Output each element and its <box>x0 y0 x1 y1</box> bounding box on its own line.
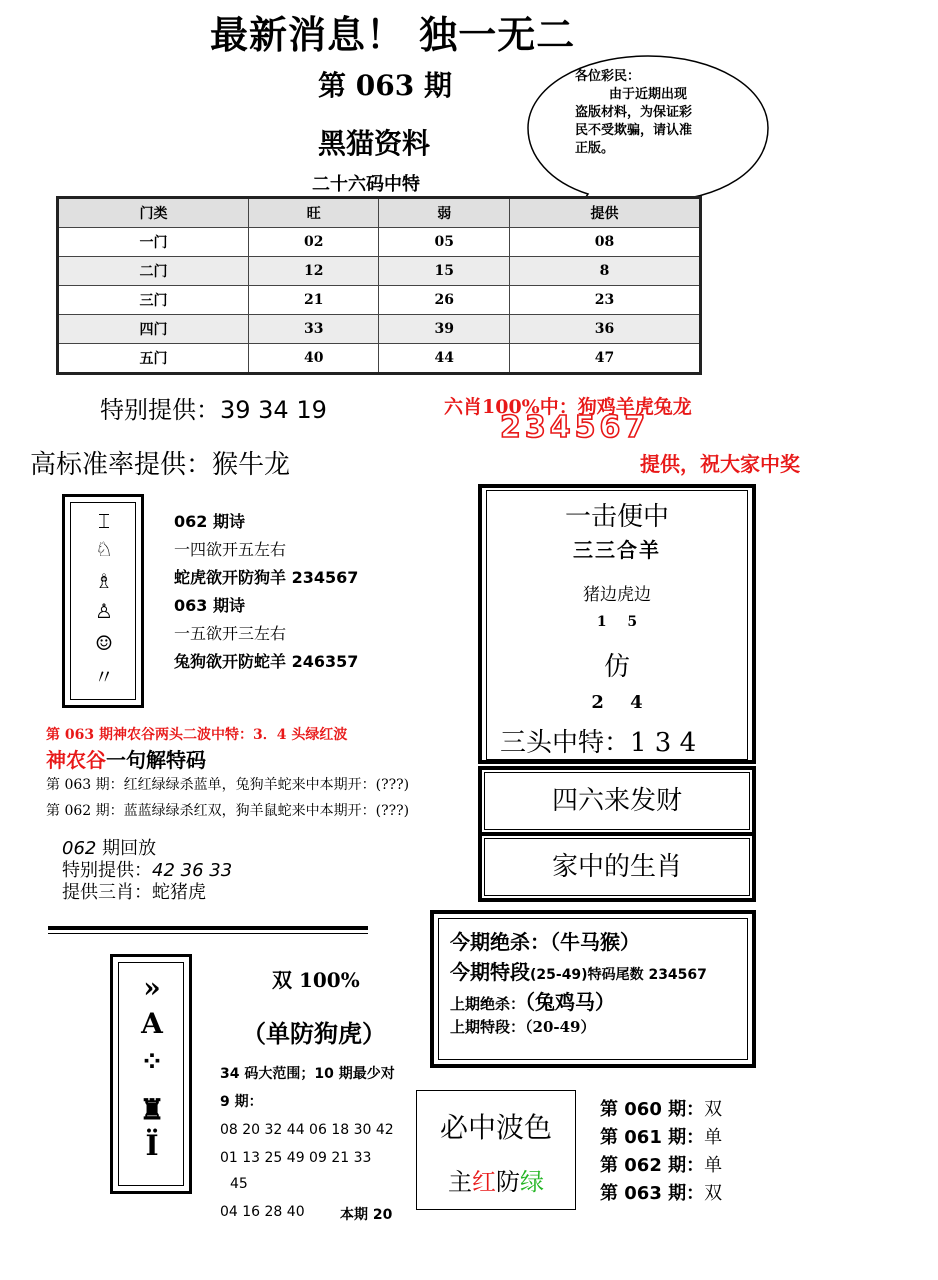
hit-box-numbers: 2 4 <box>591 692 643 713</box>
column-header: 提供 <box>509 198 700 228</box>
period-label: 第 063 期： <box>600 1183 705 1204</box>
wave-fang: 防 <box>496 1168 520 1196</box>
wave-color-title: 必中波色 <box>439 1111 552 1144</box>
this-period-segment <box>450 956 707 985</box>
period-row <box>600 1152 722 1180</box>
kill-line: 第 062 期：蓝蓝绿绿杀红双，狗羊鼠蛇来中本期开：(???) <box>46 803 410 819</box>
last-period-segment: 上期特段：（20-49） <box>450 1018 596 1036</box>
poem-line: 蛇虎欲开防狗羊 234567 <box>174 568 359 587</box>
table-cell: 02 <box>249 228 379 257</box>
ornament-icon: ⁘ <box>140 1045 164 1078</box>
kill-line: 第 063 期：红红绿绿杀蓝单，兔狗羊蛇来中本期开：(???) <box>46 777 410 793</box>
table-row <box>58 286 701 315</box>
period-row <box>600 1124 722 1152</box>
shennong-headline: 第 063 期神农谷两头二波中特：3．4 头绿红波 <box>46 727 348 743</box>
replay-heading-text: 期回放 <box>96 838 157 859</box>
period-value: 单 <box>704 1155 723 1176</box>
notice-line: 正版。 <box>575 141 615 156</box>
poem-line: 一四欲开五左右 <box>174 540 287 559</box>
table-row <box>58 344 701 374</box>
poem-symbol-column <box>70 502 136 700</box>
hit-box-fang: 仿 <box>603 652 630 682</box>
table-cell: 三门 <box>58 286 249 315</box>
ornament-icon: ⌶ <box>98 509 110 533</box>
shennong-title-red: 神农谷 <box>46 748 106 772</box>
ornament-icon: Ï <box>145 1129 159 1162</box>
table-row <box>58 228 701 257</box>
issue-title: 第 063 期 <box>318 69 452 102</box>
number-row: 04 16 28 40 <box>220 1204 305 1220</box>
ornament-icon: ☺ <box>95 631 113 655</box>
table-cell: 21 <box>249 286 379 315</box>
poem-line: 兔狗欲开防蛇羊 246357 <box>174 652 359 671</box>
column-header: 门类 <box>58 198 249 228</box>
guard-pick: （单防狗虎） <box>242 1019 386 1048</box>
table-caption: 二十六码中特 <box>312 174 420 195</box>
table-row <box>58 257 701 286</box>
segment-range: (25-49) <box>530 967 588 983</box>
segment-tail: 特码尾数 234567 <box>587 967 707 983</box>
replay-special-value: 42 36 33 <box>152 860 233 881</box>
wave-red: 红 <box>472 1168 496 1196</box>
table-cell: 8 <box>509 257 700 286</box>
divider <box>48 926 368 930</box>
period-results <box>600 1096 722 1208</box>
hit-box-subtitle: 三三合羊 <box>573 538 661 562</box>
ornament-icon: » <box>143 971 161 1004</box>
replay-special <box>62 860 232 882</box>
period-row <box>600 1096 722 1124</box>
ornament-icon: ♗ <box>95 569 113 593</box>
period-value: 单 <box>704 1127 723 1148</box>
wave-main: 主 <box>448 1168 472 1196</box>
table-cell: 26 <box>379 286 509 315</box>
table-cell: 二门 <box>58 257 249 286</box>
notice-text <box>575 68 755 158</box>
period-label: 第 062 期： <box>600 1155 705 1176</box>
notice-line: 由于近期出现 <box>609 87 688 102</box>
last-kill-label: 上期绝杀： <box>450 995 526 1013</box>
table-cell: 44 <box>379 344 509 374</box>
ornament-icon: 〃 <box>94 665 114 689</box>
gate-table <box>56 196 702 375</box>
symbol-column <box>118 962 184 1186</box>
table-cell: 47 <box>509 344 700 374</box>
shennong-title <box>46 744 206 773</box>
six-zodiac-numbers: 234567 <box>500 410 650 445</box>
ornament-icon: ♙ <box>95 599 113 623</box>
slogan: 四六来发财 <box>484 772 750 830</box>
table-cell: 15 <box>379 257 509 286</box>
range-title <box>220 1060 395 1116</box>
number-row: 45 <box>230 1176 248 1192</box>
main-title: 最新消息！ 独一无二 <box>210 12 576 57</box>
divider <box>48 933 368 934</box>
slogan: 家中的生肖 <box>484 838 750 896</box>
table-cell: 23 <box>509 286 700 315</box>
wish-text: 提供，祝大家中奖 <box>640 452 800 476</box>
table-row <box>58 315 701 344</box>
poem-lines <box>174 508 358 676</box>
replay-issue: 062 <box>62 838 97 859</box>
double-pick: 双 100% <box>272 968 360 992</box>
source-title: 黑猫资料 <box>318 127 431 160</box>
six-zodiac-pick: 六肖100%中：狗鸡羊虎兔龙 <box>444 396 692 418</box>
ornament-icon: A <box>141 1007 163 1040</box>
number-row: 01 13 25 49 09 21 33 <box>220 1150 372 1166</box>
ornament-icon: ♘ <box>95 537 113 561</box>
period-value: 双 <box>704 1099 723 1120</box>
table-cell: 一门 <box>58 228 249 257</box>
replay-heading <box>62 838 232 860</box>
replay-special-label: 特别提供： <box>62 860 152 881</box>
replay-zodiac: 提供三肖：蛇猪虎 <box>62 882 206 903</box>
poem-line: 062 期诗 <box>174 512 245 531</box>
ornament-icon: ♜ <box>139 1093 165 1126</box>
hit-box-numbers: 1 5 <box>596 614 638 630</box>
hit-box-edge: 猪边虎边 <box>583 585 651 605</box>
notice-line: 盗版材料，为保证彩 <box>575 105 693 120</box>
period-row <box>600 1180 722 1208</box>
range-line: 34 码大范围；10 期最少对 <box>220 1066 395 1082</box>
notice-line: 各位彩民： <box>575 69 641 84</box>
table-cell: 36 <box>509 315 700 344</box>
poem-line: 一五欲开三左右 <box>174 624 287 643</box>
shennong-title-black: 一句解特码 <box>106 748 206 772</box>
table-cell: 05 <box>379 228 509 257</box>
last-kill-value: （兔鸡马） <box>525 990 616 1014</box>
period-value: 双 <box>704 1183 723 1204</box>
number-row: 08 20 32 44 06 18 30 42 <box>220 1122 394 1138</box>
table-cell: 五门 <box>58 344 249 374</box>
range-line: 9 期： <box>220 1094 263 1110</box>
column-header: 旺 <box>249 198 379 228</box>
hit-box-title: 一击便中 <box>564 502 669 532</box>
special-offer: 特别提供：39 34 19 <box>100 396 327 424</box>
table-cell: 08 <box>509 228 700 257</box>
current-period: 本期 20 <box>340 1207 393 1223</box>
wave-color-pick <box>416 1162 576 1197</box>
three-head-pick: 三头中特：1 3 4 <box>500 728 697 758</box>
poem-line: 063 期诗 <box>174 596 245 615</box>
high-accuracy-pick: 高标准率提供：猴牛龙 <box>30 450 291 480</box>
segment-label: 今期特段 <box>450 960 530 984</box>
period-label: 第 061 期： <box>600 1127 705 1148</box>
replay-section <box>62 838 232 904</box>
period-label: 第 060 期： <box>600 1099 705 1120</box>
wave-green: 绿 <box>520 1168 544 1196</box>
table-cell: 39 <box>379 315 509 344</box>
column-header: 弱 <box>379 198 509 228</box>
notice-line: 民不受欺骗，请认准 <box>575 123 693 138</box>
this-period-kill: 今期绝杀：（牛马猴） <box>450 930 640 954</box>
table-cell: 12 <box>249 257 379 286</box>
table-cell: 33 <box>249 315 379 344</box>
table-header-row <box>58 198 701 228</box>
last-period-kill <box>450 986 615 1015</box>
table-cell: 40 <box>249 344 379 374</box>
table-cell: 四门 <box>58 315 249 344</box>
